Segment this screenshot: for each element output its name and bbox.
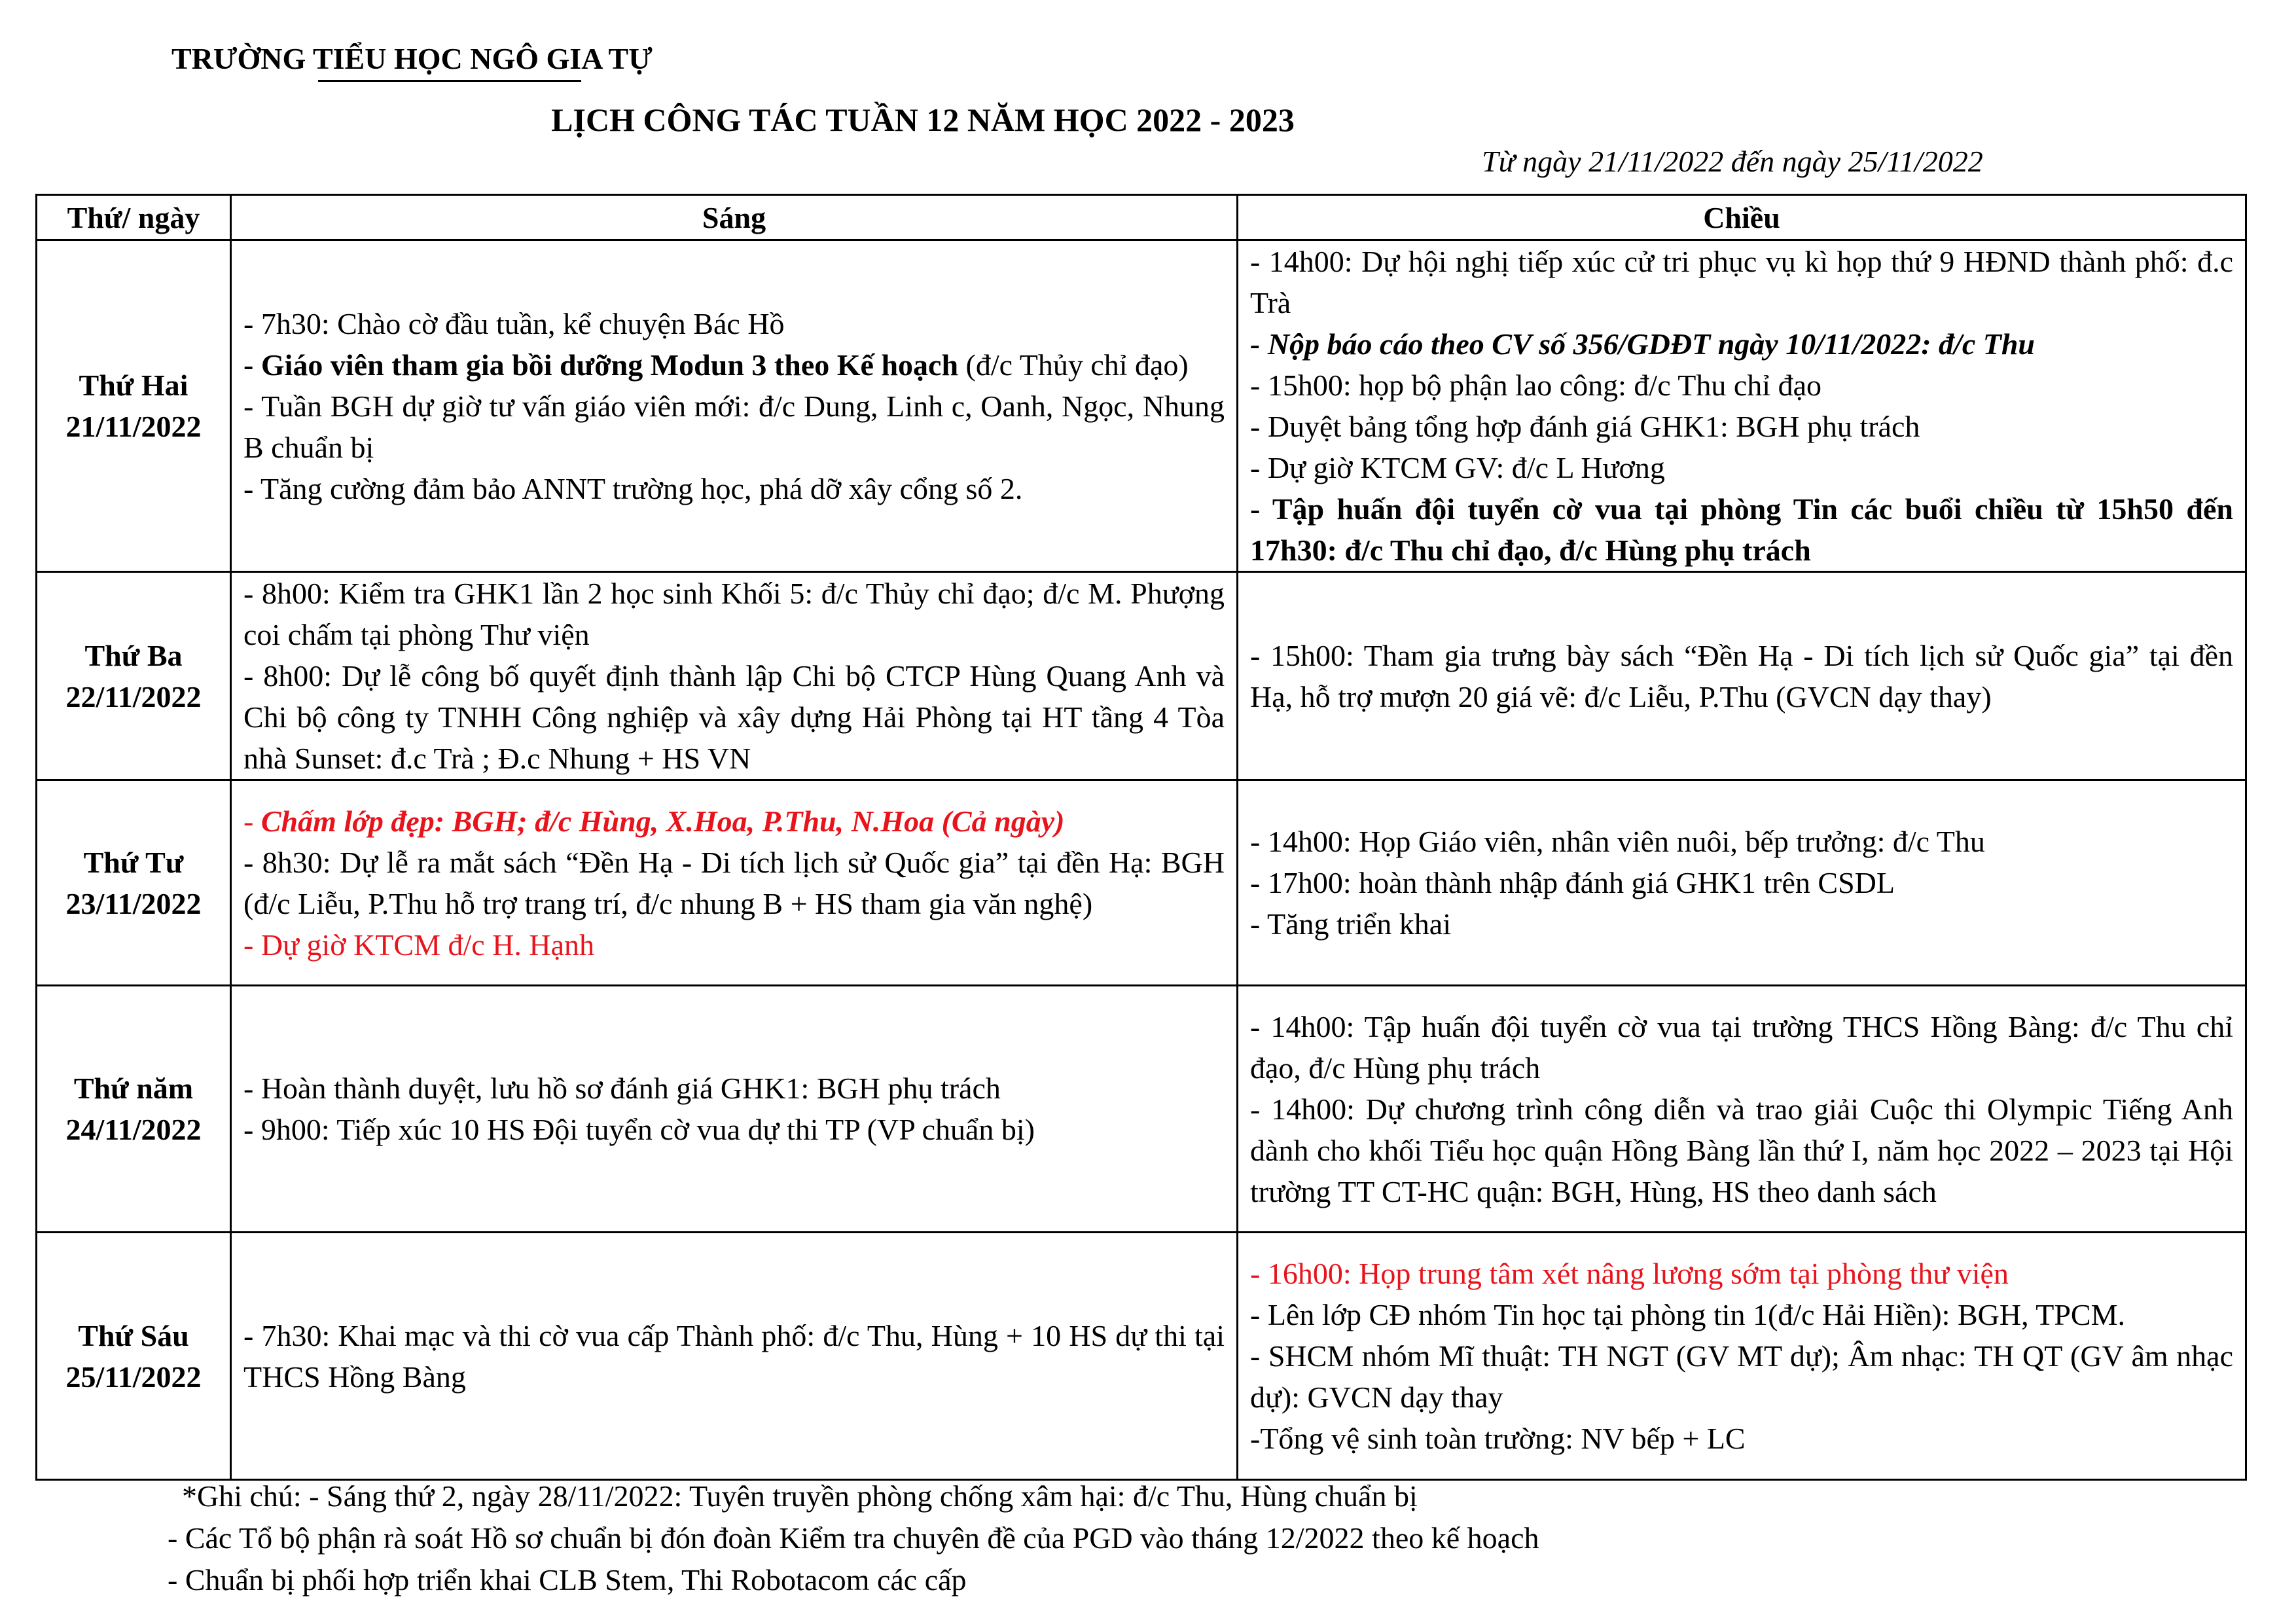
afternoon-item: - 14h00: Tập huấn đội tuyển cờ vua tại trường THCS Hồng Bàng: đ/c Thu chỉ đạo, đ/c Hùng phụ trách (1250, 1009, 2233, 1085)
date-range: Từ ngày 21/11/2022 đến ngày 25/11/2022 (1482, 145, 1983, 178)
afternoon-item: - 16h00: Họp trung tâm xét nâng lương sớm tại phòng thư viện (1250, 1257, 2009, 1290)
afternoon-item: - Tăng triển khai (1250, 907, 1451, 941)
note-item: - Chuẩn bị phối hợp triển khai CLB Stem, Thi Robotacom các cấp (168, 1563, 967, 1597)
morning-item: - Tăng cường đảm bảo ANNT trường học, phá dỡ xây cổng số 2. (243, 471, 1023, 505)
notes-section (170, 1475, 1539, 1601)
table-row-monday (37, 240, 2246, 572)
afternoon-item: - SHCM nhóm Mĩ thuật: TH NGT (GV MT dự); Âm nhạc: TH QT (GV âm nhạc dự): GVCN dạy thay (1250, 1339, 2233, 1414)
day-cell (37, 240, 231, 572)
morning-item-bold: - Giáo viên tham gia bồi dưỡng Modun 3 theo Kế hoạch (243, 348, 959, 382)
table-row-wednesday (37, 780, 2246, 986)
day-name: Thứ Ba (84, 638, 183, 672)
day-cell (37, 986, 231, 1233)
day-name: Thứ Sáu (78, 1318, 189, 1352)
morning-item: - 8h30: Dự lễ ra mắt sách “Đền Hạ - Di tích lịch sử Quốc gia” tại đền Hạ: BGH (đ/c Liễu, P.Thu hỗ trợ trang trí, đ/c nhung B + HS tham gia văn nghệ) (243, 845, 1225, 920)
afternoon-cell (1238, 240, 2246, 572)
note-item: - Các Tổ bộ phận rà soát Hồ sơ chuẩn bị đón đoàn Kiểm tra chuyên đề của PGD vào tháng 12/2022 theo kế hoạch (168, 1521, 1539, 1555)
morning-item (243, 801, 1225, 842)
afternoon-cell (1238, 572, 2246, 780)
morning-item: - Tuần BGH dự giờ tư vấn giáo viên mới: đ/c Dung, Linh c, Oanh, Ngọc, Nhung B chuẩn bị (243, 389, 1225, 464)
morning-item: - 8h00: Kiểm tra GHK1 lần 2 học sinh Khối 5: đ/c Thủy chỉ đạo; đ/c M. Phượng coi chấm tại phòng Thư viện (243, 577, 1225, 651)
morning-cell (231, 572, 1238, 780)
afternoon-item: - 15h00: họp bộ phận lao công: đ/c Thu chỉ đạo (1250, 369, 1821, 402)
afternoon-cell (1238, 780, 2246, 986)
day-date: 21/11/2022 (65, 410, 202, 443)
afternoon-cell (1238, 986, 2246, 1233)
morning-cell (231, 780, 1238, 986)
day-name: Thứ Hai (79, 369, 188, 402)
afternoon-item: - 17h00: hoàn thành nhập đánh giá GHK1 trên CSDL (1250, 866, 1895, 899)
morning-item: - 7h30: Chào cờ đầu tuần, kể chuyện Bác Hồ (243, 306, 785, 340)
morning-item-dash: - (243, 804, 261, 838)
morning-item: - 7h30: Khai mạc và thi cờ vua cấp Thành phố: đ/c Thu, Hùng + 10 HS dự thi tại THCS Hồng Bàng (243, 1318, 1225, 1394)
afternoon-item: - Dự giờ KTCM GV: đ/c L Hương (1250, 451, 1665, 484)
school-name: TRƯỜNG TIỂU HỌC NGÔ GIA TỰ (171, 42, 653, 75)
column-header-afternoon: Chiều (1238, 195, 2246, 240)
afternoon-item: -Tổng vệ sinh toàn trường: NV bếp + LC (1250, 1422, 1746, 1455)
morning-item: - Dự giờ KTCM đ/c H. Hạnh (243, 928, 595, 962)
note-item: *Ghi chú: - Sáng thứ 2, ngày 28/11/2022: Tuyên truyền phòng chống xâm hại: đ/c Thu, Hùng chuẩn bị (182, 1479, 1418, 1513)
school-name-underline (318, 80, 581, 82)
day-date: 22/11/2022 (65, 679, 202, 713)
morning-cell (231, 240, 1238, 572)
afternoon-item: - Duyệt bảng tổng hợp đánh giá GHK1: BGH phụ trách (1250, 410, 1920, 443)
morning-item: - 9h00: Tiếp xúc 10 HS Đội tuyển cờ vua dự thi TP (VP chuẩn bị) (243, 1113, 1035, 1146)
day-name: Thứ Tư (83, 845, 184, 879)
morning-item: - 8h00: Dự lễ công bố quyết định thành lập Chi bộ CTCP Hùng Quang Anh và Chi bộ công ty TNHH Công nghiệp và xây dựng Hải Phòng tại HT tầng 4 Tòa nhà Sunset: đ.c Trà ; Đ.c Nhung + HS VN (243, 659, 1225, 775)
table-row-thursday (37, 986, 2246, 1233)
afternoon-item: - Lên lớp CĐ nhóm Tin học tại phòng tin 1(đ/c Hải Hiền): BGH, TPCM. (1250, 1298, 2126, 1331)
day-name: Thứ năm (73, 1072, 194, 1105)
column-header-day: Thứ/ ngày (37, 195, 231, 240)
day-date: 24/11/2022 (65, 1113, 202, 1146)
day-date: 23/11/2022 (65, 886, 202, 920)
morning-cell (231, 1233, 1238, 1480)
afternoon-item: - Nộp báo cáo theo CV số 356/GDĐT ngày 10/11/2022: đ/c Thu (1250, 327, 2036, 361)
morning-item (243, 344, 1225, 386)
afternoon-item: - 14h00: Dự chương trình công diễn và trao giải Cuộc thi Olympic Tiếng Anh dành cho khối Tiểu học quận Hồng Bàng lần thứ I, năm học 2022 – 2023 tại Hội trường TT CT-HC quận: BGH, Hùng, HS theo danh sách (1250, 1092, 2233, 1208)
table-row-tuesday (37, 572, 2246, 780)
day-cell (37, 780, 231, 986)
afternoon-item: - Tập huấn đội tuyển cờ vua tại phòng Tin các buổi chiều từ 15h50 đến 17h30: đ/c Thu chỉ đạo, đ/c Hùng phụ trách (1250, 492, 2233, 567)
morning-item-highlight: Chấm lớp đẹp: BGH; đ/c Hùng, X.Hoa, P.Thu, N.Hoa (Cả ngày) (260, 804, 1065, 838)
afternoon-item: - 15h00: Tham gia trưng bày sách “Đền Hạ - Di tích lịch sử Quốc gia” tại đền Hạ, hỗ trợ mượn 20 giá vẽ: đ/c Liễu, P.Thu (GVCN dạy thay) (1250, 638, 2233, 713)
schedule-table (35, 194, 2247, 1481)
morning-item: - Hoàn thành duyệt, lưu hồ sơ đánh giá GHK1: BGH phụ trách (243, 1072, 1001, 1105)
page-title: LỊCH CÔNG TÁC TUẦN 12 NĂM HỌC 2022 - 2023 (551, 101, 1295, 138)
afternoon-item: - 14h00: Họp Giáo viên, nhân viên nuôi, bếp trưởng: đ/c Thu (1250, 825, 1985, 858)
day-cell (37, 1233, 231, 1480)
day-cell (37, 572, 231, 780)
morning-item-note: (đ/c Thủy chỉ đạo) (958, 348, 1189, 382)
day-date: 25/11/2022 (65, 1360, 202, 1394)
afternoon-cell (1238, 1233, 2246, 1480)
table-header-row (37, 195, 2246, 240)
column-header-morning: Sáng (231, 195, 1238, 240)
morning-cell (231, 986, 1238, 1233)
table-row-friday (37, 1233, 2246, 1480)
afternoon-item: - 14h00: Dự hội nghị tiếp xúc cử tri phục vụ kì họp thứ 9 HĐND thành phố: đ.c Trà (1250, 245, 2233, 319)
